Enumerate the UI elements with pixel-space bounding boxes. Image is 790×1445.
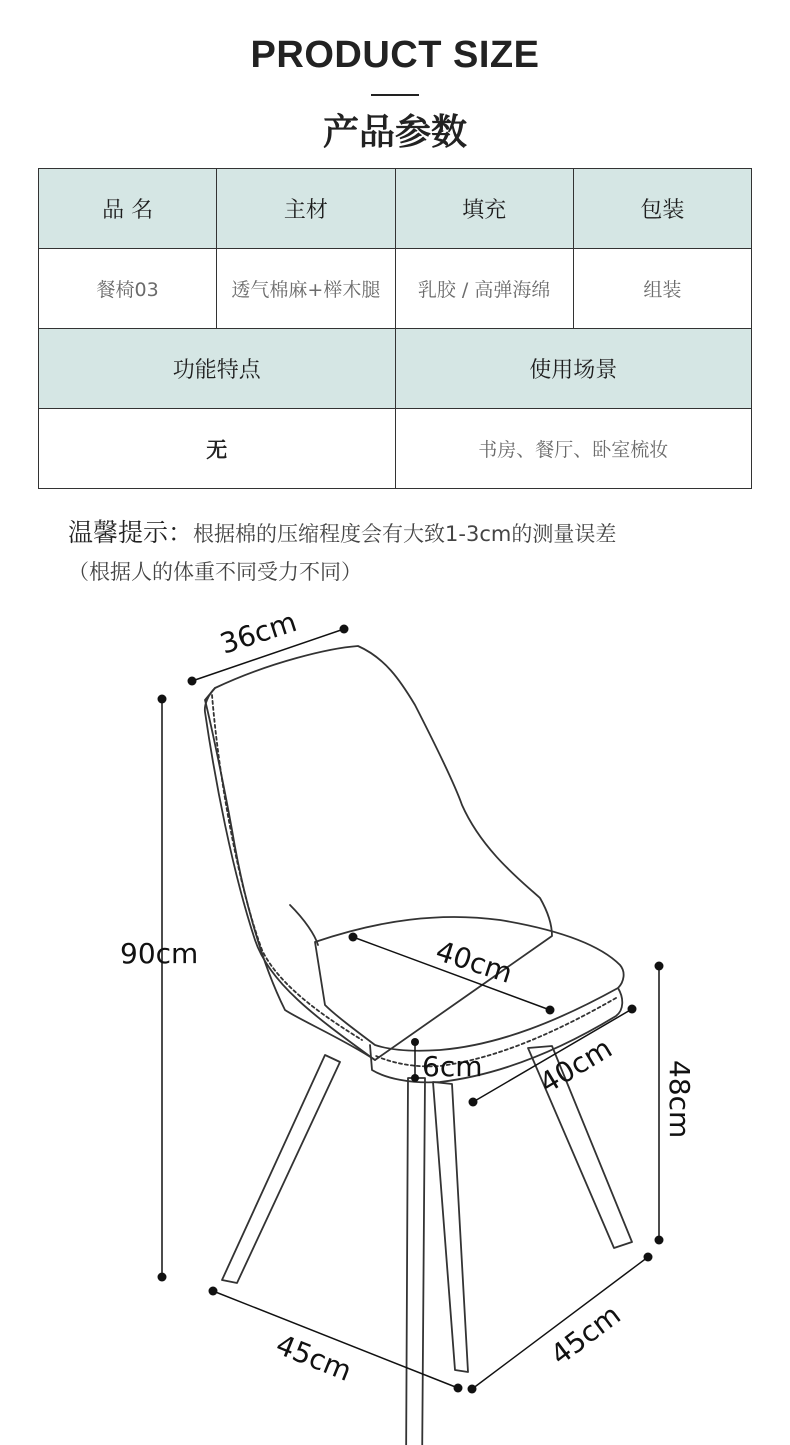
spec-value-row-2 xyxy=(39,409,752,489)
value-features: 无 xyxy=(39,409,396,489)
dim-seat-depth: 40cm xyxy=(431,934,517,990)
chair-backrest xyxy=(205,646,552,1060)
chair-dimension-drawing xyxy=(0,600,790,1445)
header-usage-scene: 使用场景 xyxy=(395,329,752,409)
notice-subtext: （根据人的体重不同受力不同） xyxy=(68,560,362,584)
notice-text: 根据棉的压缩程度会有大致1-3cm的测量误差 xyxy=(193,522,617,546)
value-filling: 乳胶 / 高弹海绵 xyxy=(395,249,573,329)
chair-leg-front-center xyxy=(433,1082,468,1372)
dim-seat-width: 40cm xyxy=(533,1031,618,1101)
dim-back-width: 36cm xyxy=(215,605,301,661)
dim-seat-thickness: 6cm xyxy=(422,1050,483,1083)
dim-total-height: 90cm xyxy=(120,937,199,970)
dim-base-depth: 45cm xyxy=(544,1298,627,1372)
chair-leg-back xyxy=(406,1078,425,1445)
title-divider xyxy=(371,94,419,96)
value-usage-scene: 书房、餐厅、卧室梳妆 xyxy=(395,409,752,489)
spec-value-row-1 xyxy=(39,249,752,329)
header-product-name: 品 名 xyxy=(39,169,217,249)
header-packaging: 包装 xyxy=(573,169,751,249)
header-filling: 填充 xyxy=(395,169,573,249)
title-chinese: 产品参数 xyxy=(322,112,467,153)
backrest-side-edge xyxy=(205,688,375,1060)
measurement-notice xyxy=(68,513,616,549)
header-features: 功能特点 xyxy=(39,329,396,409)
spec-header-row-1 xyxy=(39,169,752,249)
dim-seat-height: 48cm xyxy=(663,1060,696,1139)
value-product-name: 餐椅03 xyxy=(39,249,217,329)
header-main-material: 主材 xyxy=(217,169,395,249)
title-english: PRODUCT SIZE xyxy=(250,34,540,76)
value-main-material: 透气棉麻+榉木腿 xyxy=(217,249,395,329)
spec-table xyxy=(38,168,752,489)
backrest-inner-curve xyxy=(290,905,318,945)
chair-seat-top xyxy=(315,917,624,1051)
chair-leg-front-left xyxy=(222,1055,340,1283)
value-packaging: 组装 xyxy=(573,249,751,329)
spec-header-row-2 xyxy=(39,329,752,409)
dim-base-width: 45cm xyxy=(271,1327,357,1388)
notice-label: 温馨提示： xyxy=(68,518,194,547)
